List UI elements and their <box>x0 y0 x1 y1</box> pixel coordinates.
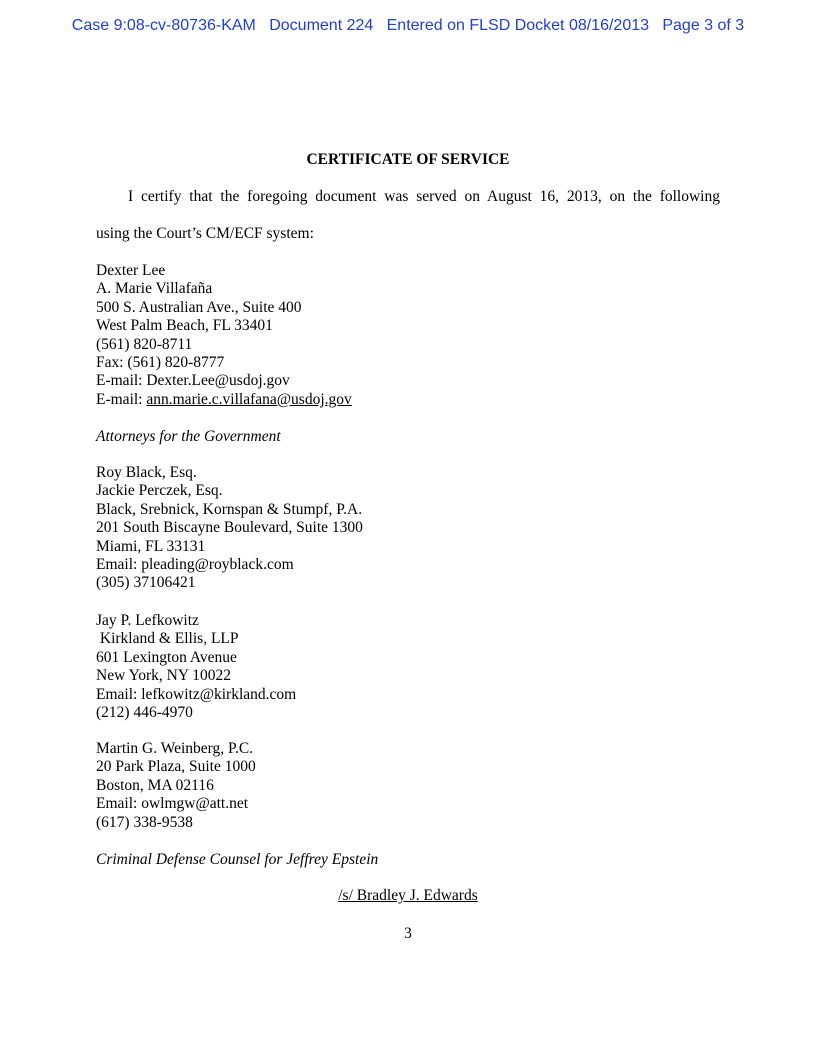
contact-line: Miami, FL 33131 <box>96 537 206 555</box>
contact-line: E-mail: Dexter.Lee@usdoj.gov <box>96 372 290 390</box>
contact-line: Jay P. Lefkowitz <box>96 612 199 629</box>
signature: /s/ Bradley J. Edwards <box>338 887 478 904</box>
contact-line: 201 South Biscayne Boulevard, Suite 1300 <box>96 519 363 537</box>
contact-line: Email: pleading@royblack.com <box>96 556 294 574</box>
certification-paragraph <box>96 186 720 242</box>
page-title: CERTIFICATE OF SERVICE <box>306 151 510 168</box>
contact-line: 20 Park Plaza, Suite 1000 <box>96 758 256 776</box>
lefkowitz-contact-block <box>96 612 296 722</box>
contact-line: Martin G. Weinberg, P.C. <box>96 740 254 757</box>
black-contact-block <box>96 464 363 593</box>
page-indicator: Page 3 of 3 <box>662 17 745 34</box>
case-number: Case 9:08-cv-80736-KAM <box>71 17 256 34</box>
contact-line: Fax: (561) 820-8777 <box>96 354 225 372</box>
page-number: 3 <box>404 925 412 942</box>
signature-line <box>0 887 816 905</box>
contact-line: Black, Srebnick, Kornspan & Stumpf, P.A. <box>96 500 363 518</box>
contact-line: New York, NY 10022 <box>96 667 232 685</box>
contact-line: Roy Black, Esq. <box>96 464 197 481</box>
email-link[interactable]: ann.marie.c.villafana@usdoj.gov <box>146 390 352 408</box>
contact-line: Jackie Perczek, Esq. <box>96 482 223 500</box>
document-number: Document 224 <box>269 17 374 34</box>
docket-entry: Entered on FLSD Docket 08/16/2013 <box>386 17 650 34</box>
contact-line: Boston, MA 02116 <box>96 776 214 794</box>
contact-line: 500 S. Australian Ave., Suite 400 <box>96 298 302 316</box>
contact-line: Email: owlmgw@att.net <box>96 795 249 813</box>
certification-line-1: I certify that the foregoing document was served on August 16, 2013, on the following <box>128 188 720 205</box>
email-label: E-mail: <box>96 390 147 408</box>
contact-line: West Palm Beach, FL 33401 <box>96 317 273 335</box>
defense-role: Criminal Defense Counsel for Jeffrey Epstein <box>96 851 379 868</box>
government-contact-block <box>96 262 352 409</box>
government-role: Attorneys for the Government <box>96 428 281 445</box>
contact-line: A. Marie Villafaña <box>96 280 213 298</box>
contact-line: 601 Lexington Avenue <box>96 648 237 666</box>
contact-line: Dexter Lee <box>96 262 166 279</box>
contact-line: (305) 37106421 <box>96 574 196 592</box>
contact-line: (212) 446-4970 <box>96 704 193 722</box>
weinberg-contact-block <box>96 740 256 832</box>
docket-header <box>0 17 816 35</box>
contact-line: Email: lefkowitz@kirkland.com <box>96 685 297 703</box>
contact-line <box>96 391 352 409</box>
contact-line: Kirkland & Ellis, LLP <box>96 630 239 648</box>
certification-line-2: using the Court’s CM/ECF system: <box>96 225 314 242</box>
contact-line: (617) 338-9538 <box>96 813 193 831</box>
contact-line: (561) 820-8711 <box>96 335 193 353</box>
